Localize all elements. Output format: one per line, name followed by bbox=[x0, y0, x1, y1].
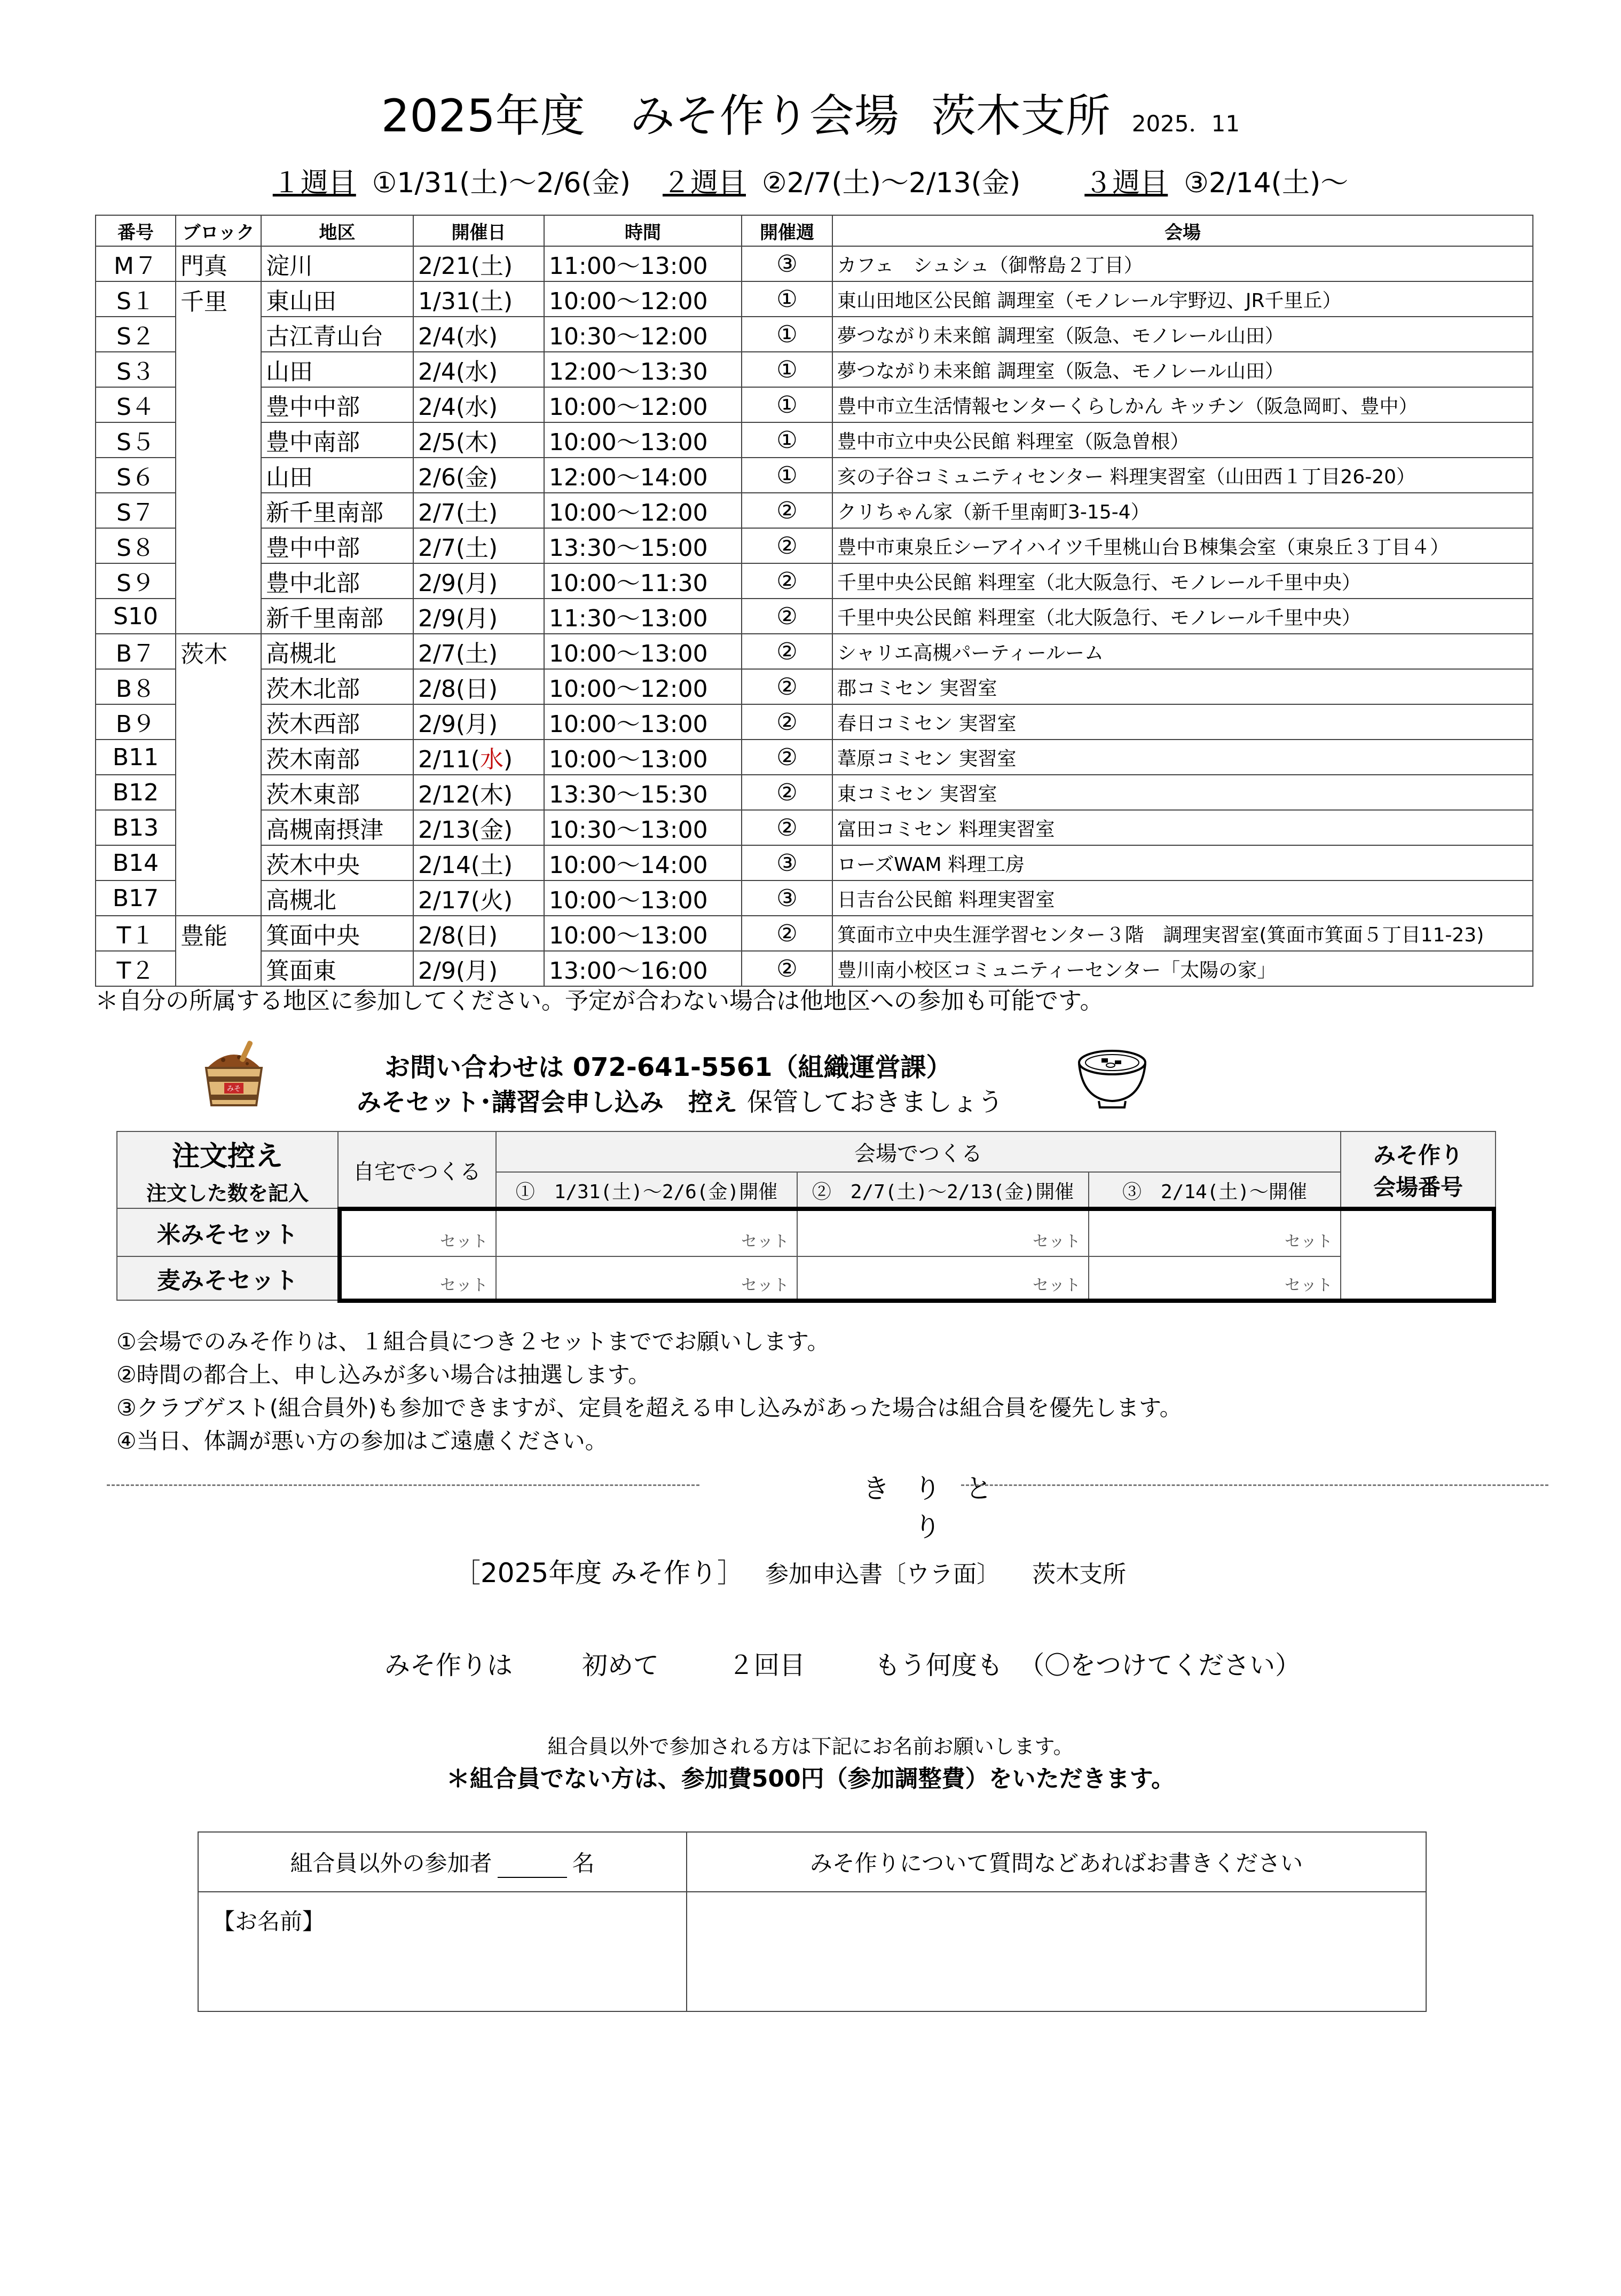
schedule-cell-venue: 日吉台公民館 料理実習室 bbox=[832, 880, 1533, 916]
schedule-cell-time: 10:30～12:00 bbox=[544, 317, 742, 352]
schedule-cell-no: S６ bbox=[96, 458, 176, 493]
order-rice-week2-input[interactable]: セット bbox=[797, 1208, 1089, 1256]
schedule-cell-date: 2/8(日) bbox=[413, 916, 544, 951]
rule-4: ④当日、体調が悪い方の参加はご遠慮ください。 bbox=[116, 1428, 608, 1454]
experience-line bbox=[384, 1645, 1301, 1681]
guest-count-header bbox=[198, 1832, 687, 1892]
schedule-cell-time: 10:00～13:00 bbox=[544, 704, 742, 740]
schedule-body bbox=[96, 246, 1533, 986]
week3-label: ３週目 bbox=[1084, 167, 1168, 199]
schedule-cell-venue: 豊中市立中央公民館 料理室（阪急曽根） bbox=[832, 422, 1533, 458]
cut-dash-left bbox=[107, 1484, 699, 1486]
experience-label: みそ作りは bbox=[384, 1650, 513, 1680]
schedule-cell-date: 1/31(土) bbox=[413, 281, 544, 317]
schedule-note: ＊自分の所属する地区に参加してください。予定が合わない場合は他地区への参加も可能です。 bbox=[95, 987, 1104, 1015]
schedule-row bbox=[96, 528, 1533, 563]
experience-second[interactable]: ２回目 bbox=[728, 1650, 806, 1680]
schedule-cell-district: 新千里南部 bbox=[261, 493, 413, 528]
schedule-cell-no: S１ bbox=[96, 281, 176, 317]
schedule-row bbox=[96, 845, 1533, 880]
schedule-cell-block bbox=[176, 458, 261, 493]
schedule-cell-no: B17 bbox=[96, 880, 176, 916]
header-time: 時間 bbox=[544, 215, 742, 246]
schedule-row bbox=[96, 458, 1533, 493]
schedule-cell-time: 13:30～15:30 bbox=[544, 775, 742, 810]
schedule-cell-venue: 千里中央公民館 料理室（北大阪急行、モノレール千里中央） bbox=[832, 563, 1533, 599]
schedule-cell-no: B13 bbox=[96, 810, 176, 845]
schedule-row bbox=[96, 317, 1533, 352]
schedule-cell-time: 10:00～12:00 bbox=[544, 387, 742, 422]
schedule-cell-week: ② bbox=[742, 634, 832, 669]
schedule-row bbox=[96, 916, 1533, 951]
schedule-cell-block bbox=[176, 317, 261, 352]
schedule-cell-time: 10:30～13:00 bbox=[544, 810, 742, 845]
schedule-cell-no: S２ bbox=[96, 317, 176, 352]
schedule-cell-block: 門真 bbox=[176, 246, 261, 281]
schedule-row bbox=[96, 704, 1533, 740]
miso-soup-bowl-icon bbox=[1072, 1041, 1152, 1111]
schedule-cell-week: ① bbox=[742, 352, 832, 387]
experience-many[interactable]: もう何度も bbox=[875, 1650, 1003, 1680]
order-rice-week3-input[interactable]: セット bbox=[1089, 1208, 1341, 1256]
guest-count-label: 組合員以外の参加者 bbox=[290, 1850, 492, 1876]
schedule-cell-district: 山田 bbox=[261, 352, 413, 387]
schedule-row bbox=[96, 599, 1533, 634]
order-barley-week2-input[interactable]: セット bbox=[797, 1256, 1089, 1300]
schedule-cell-venue: 豊中市東泉丘シーアイハイツ千里桃山台Ｂ棟集会室（東泉丘３丁目４） bbox=[832, 528, 1533, 563]
order-barley-week1-input[interactable]: セット bbox=[496, 1256, 797, 1300]
schedule-cell-date: 2/9(月) bbox=[413, 951, 544, 986]
order-title-cell bbox=[117, 1131, 338, 1208]
schedule-cell-district: 山田 bbox=[261, 458, 413, 493]
schedule-cell-time: 10:00～13:00 bbox=[544, 880, 742, 916]
schedule-row bbox=[96, 246, 1533, 281]
schedule-cell-time: 10:00～13:00 bbox=[544, 422, 742, 458]
header-week: 開催週 bbox=[742, 215, 832, 246]
schedule-cell-week: ① bbox=[742, 387, 832, 422]
schedule-cell-week: ① bbox=[742, 317, 832, 352]
schedule-cell-no: B14 bbox=[96, 845, 176, 880]
schedule-cell-time: 10:00～12:00 bbox=[544, 281, 742, 317]
schedule-cell-date: 2/7(土) bbox=[413, 493, 544, 528]
schedule-cell-district: 高槻南摂津 bbox=[261, 810, 413, 845]
schedule-cell-week: ① bbox=[742, 281, 832, 317]
schedule-cell-district: 箕面中央 bbox=[261, 916, 413, 951]
schedule-cell-block bbox=[176, 493, 261, 528]
schedule-row bbox=[96, 422, 1533, 458]
schedule-cell-district: 高槻北 bbox=[261, 880, 413, 916]
schedule-cell-date: 2/6(金) bbox=[413, 458, 544, 493]
schedule-cell-no: T１ bbox=[96, 916, 176, 951]
schedule-row bbox=[96, 563, 1533, 599]
schedule-cell-no: B11 bbox=[96, 740, 176, 775]
schedule-cell-time: 10:00～12:00 bbox=[544, 669, 742, 704]
experience-first[interactable]: 初めて bbox=[582, 1650, 659, 1680]
schedule-cell-week: ② bbox=[742, 669, 832, 704]
schedule-row bbox=[96, 669, 1533, 704]
schedule-cell-block bbox=[176, 775, 261, 810]
form-title-sub: 参加申込書〔ウラ面〕 bbox=[765, 1561, 1001, 1588]
order-rice-label: 米みそセット bbox=[117, 1208, 338, 1256]
schedule-cell-district: 茨木北部 bbox=[261, 669, 413, 704]
schedule-cell-week: ② bbox=[742, 916, 832, 951]
order-week3-header: ③ 2/14(土)～開催 bbox=[1089, 1172, 1341, 1208]
schedule-row bbox=[96, 352, 1533, 387]
schedule-cell-week: ② bbox=[742, 775, 832, 810]
schedule-cell-week: ② bbox=[742, 810, 832, 845]
schedule-row bbox=[96, 281, 1533, 317]
form-title-main: ［2025年度 みそ作り］ bbox=[454, 1558, 744, 1589]
schedule-cell-venue: 東山田地区公民館 調理室（モノレール宇野辺、JR千里丘） bbox=[832, 281, 1533, 317]
schedule-cell-time: 12:00～13:30 bbox=[544, 352, 742, 387]
schedule-cell-no: S10 bbox=[96, 599, 176, 634]
header-date: 開催日 bbox=[413, 215, 544, 246]
guest-name-field[interactable] bbox=[198, 1892, 687, 2011]
order-venue-no-line2: 会場番号 bbox=[1373, 1174, 1463, 1200]
schedule-cell-time: 10:00～12:00 bbox=[544, 493, 742, 528]
schedule-cell-date: 2/9(月) bbox=[413, 599, 544, 634]
schedule-row bbox=[96, 740, 1533, 775]
guest-count-blank[interactable] bbox=[498, 1855, 567, 1878]
schedule-cell-time: 10:00～14:00 bbox=[544, 845, 742, 880]
schedule-cell-venue: 東コミセン 実習室 bbox=[832, 775, 1533, 810]
order-row-rice bbox=[117, 1208, 1496, 1256]
order-home-header: 自宅でつくる bbox=[338, 1131, 496, 1208]
guest-header-row bbox=[198, 1832, 1426, 1892]
schedule-cell-no: T２ bbox=[96, 951, 176, 986]
header-district: 地区 bbox=[261, 215, 413, 246]
schedule-cell-venue: 豊川南小校区コミュニティーセンター「太陽の家」 bbox=[832, 951, 1533, 986]
schedule-cell-date: 2/9(月) bbox=[413, 563, 544, 599]
schedule-table bbox=[95, 215, 1533, 987]
experience-instruction: （〇をつけてください） bbox=[1019, 1650, 1301, 1680]
schedule-cell-block bbox=[176, 740, 261, 775]
schedule-cell-district: 東山田 bbox=[261, 281, 413, 317]
rule-3: ③クラブゲスト(組合員外)も参加できますが、定員を超える申し込みがあった場合は組合員を優先します。 bbox=[116, 1395, 1182, 1421]
schedule-cell-district: 豊中中部 bbox=[261, 528, 413, 563]
order-venue-no-line1: みそ作り bbox=[1373, 1142, 1463, 1168]
order-subtitle: 注文した数を記入 bbox=[146, 1182, 309, 1205]
schedule-row bbox=[96, 880, 1533, 916]
question-field[interactable] bbox=[687, 1892, 1426, 2011]
schedule-cell-venue: シャリエ高槻パーティールーム bbox=[832, 634, 1533, 669]
guest-count-unit: 名 bbox=[572, 1850, 595, 1876]
form-title bbox=[454, 1552, 1126, 1590]
schedule-cell-week: ② bbox=[742, 563, 832, 599]
guest-table bbox=[198, 1831, 1427, 2012]
rule-1: ①会場でのみそ作りは、１組合員につき２セットまででお願いします。 bbox=[116, 1328, 830, 1355]
schedule-cell-district: 茨木東部 bbox=[261, 775, 413, 810]
schedule-cell-block bbox=[176, 810, 261, 845]
schedule-cell-date: 2/4(水) bbox=[413, 387, 544, 422]
schedule-cell-time: 10:00～13:00 bbox=[544, 634, 742, 669]
order-barley-week3-input[interactable]: セット bbox=[1089, 1256, 1341, 1300]
schedule-cell-venue: 夢つながり未来館 調理室（阪急、モノレール山田） bbox=[832, 317, 1533, 352]
schedule-cell-date: 2/7(土) bbox=[413, 634, 544, 669]
order-copy-keep: 保管しておきましょう bbox=[747, 1087, 1004, 1117]
schedule-cell-block bbox=[176, 352, 261, 387]
schedule-cell-venue: 夢つながり未来館 調理室（阪急、モノレール山田） bbox=[832, 352, 1533, 387]
order-rice-week1-input[interactable]: セット bbox=[496, 1208, 797, 1256]
schedule-cell-no: S３ bbox=[96, 352, 176, 387]
schedule-cell-week: ③ bbox=[742, 845, 832, 880]
schedule-cell-week: ② bbox=[742, 493, 832, 528]
schedule-cell-district: 箕面東 bbox=[261, 951, 413, 986]
schedule-cell-block bbox=[176, 563, 261, 599]
schedule-cell-block bbox=[176, 704, 261, 740]
schedule-cell-block: 豊能 bbox=[176, 916, 261, 951]
schedule-cell-no: S４ bbox=[96, 387, 176, 422]
schedule-cell-date: 2/7(土) bbox=[413, 528, 544, 563]
title-text: 2025年度 みそ作り会場 bbox=[381, 90, 899, 142]
schedule-cell-district: 古江青山台 bbox=[261, 317, 413, 352]
schedule-cell-date: 2/11(水) bbox=[413, 740, 544, 775]
schedule-cell-no: B12 bbox=[96, 775, 176, 810]
schedule-cell-block bbox=[176, 387, 261, 422]
order-table bbox=[116, 1131, 1496, 1301]
branch-name: 茨木支所 bbox=[931, 90, 1111, 142]
schedule-cell-no: M７ bbox=[96, 246, 176, 281]
schedule-cell-week: ③ bbox=[742, 246, 832, 281]
order-row-barley bbox=[117, 1256, 1496, 1300]
schedule-row bbox=[96, 775, 1533, 810]
schedule-cell-venue: ローズWAM 料理工房 bbox=[832, 845, 1533, 880]
schedule-cell-date: 2/21(土) bbox=[413, 246, 544, 281]
schedule-cell-week: ② bbox=[742, 740, 832, 775]
schedule-cell-no: B７ bbox=[96, 634, 176, 669]
schedule-cell-venue: 葦原コミセン 実習室 bbox=[832, 740, 1533, 775]
schedule-cell-venue: 春日コミセン 実習室 bbox=[832, 704, 1533, 740]
schedule-cell-venue: 箕面市立中央生涯学習センター３階 調理実習室(箕面市箕面５丁目11-23) bbox=[832, 916, 1533, 951]
schedule-cell-no: B８ bbox=[96, 669, 176, 704]
week2-range: ②2/7(土)～2/13(金) bbox=[762, 167, 1021, 199]
schedule-cell-no: S５ bbox=[96, 422, 176, 458]
schedule-cell-venue: 亥の子谷コミュニティセンター 料理実習室（山田西１丁目26-20） bbox=[832, 458, 1533, 493]
schedule-header-row bbox=[96, 215, 1533, 246]
schedule-cell-no: S７ bbox=[96, 493, 176, 528]
schedule-cell-block bbox=[176, 845, 261, 880]
schedule-cell-time: 13:30～15:00 bbox=[544, 528, 742, 563]
guest-name-label: 【お名前】 bbox=[213, 1908, 325, 1935]
miso-barrel-icon bbox=[196, 1036, 271, 1111]
contact-line: お問い合わせは 072-641-5561（組織運営課） bbox=[384, 1052, 952, 1082]
holiday-weekday: 水 bbox=[479, 746, 503, 773]
schedule-cell-district: 淀川 bbox=[261, 246, 413, 281]
guest-body-row bbox=[198, 1892, 1426, 2011]
schedule-cell-week: ① bbox=[742, 458, 832, 493]
schedule-cell-date: 2/8(日) bbox=[413, 669, 544, 704]
schedule-cell-week: ② bbox=[742, 951, 832, 986]
schedule-cell-block bbox=[176, 528, 261, 563]
schedule-cell-district: 茨木西部 bbox=[261, 704, 413, 740]
order-venue-no-input[interactable] bbox=[1341, 1208, 1496, 1300]
page-title bbox=[0, 80, 1621, 145]
schedule-cell-venue: 千里中央公民館 料理室（北大阪急行、モノレール千里中央） bbox=[832, 599, 1533, 634]
schedule-cell-date: 2/5(木) bbox=[413, 422, 544, 458]
schedule-cell-block: 千里 bbox=[176, 281, 261, 317]
order-copy-title: みそセット･講習会申し込み 控え bbox=[357, 1088, 737, 1116]
order-barley-home-input[interactable]: セット bbox=[338, 1256, 496, 1300]
schedule-cell-date: 2/9(月) bbox=[413, 704, 544, 740]
schedule-cell-venue: 富田コミセン 料理実習室 bbox=[832, 810, 1533, 845]
schedule-cell-block: 茨木 bbox=[176, 634, 261, 669]
header-block: ブロック bbox=[176, 215, 261, 246]
schedule-cell-district: 新千里南部 bbox=[261, 599, 413, 634]
schedule-cell-venue: カフェ シュシュ（御幣島２丁目） bbox=[832, 246, 1533, 281]
schedule-cell-block bbox=[176, 599, 261, 634]
order-copy-line bbox=[357, 1081, 1003, 1118]
cut-line bbox=[107, 1467, 1548, 1543]
cut-label: きりとり bbox=[863, 1473, 1017, 1543]
guest-note-1: 組合員以外で参加される方は下記にお名前お願いします。 bbox=[547, 1735, 1074, 1758]
order-barley-label: 麦みそセット bbox=[117, 1256, 338, 1300]
order-venue-group-header: 会場でつくる bbox=[496, 1131, 1341, 1172]
schedule-cell-no: S８ bbox=[96, 528, 176, 563]
schedule-cell-venue: 豊中市立生活情報センターくらしかん キッチン（阪急岡町、豊中） bbox=[832, 387, 1533, 422]
schedule-cell-district: 豊中北部 bbox=[261, 563, 413, 599]
schedule-row bbox=[96, 387, 1533, 422]
order-week2-header: ② 2/7(土)～2/13(金)開催 bbox=[797, 1172, 1089, 1208]
week-ranges bbox=[0, 160, 1621, 200]
schedule-cell-time: 10:00～13:00 bbox=[544, 916, 742, 951]
schedule-cell-venue: クリちゃん家（新千里南町3-15-4） bbox=[832, 493, 1533, 528]
schedule-row bbox=[96, 810, 1533, 845]
schedule-cell-district: 豊中中部 bbox=[261, 387, 413, 422]
schedule-cell-district: 豊中南部 bbox=[261, 422, 413, 458]
header-no: 番号 bbox=[96, 215, 176, 246]
week1-label: １週目 bbox=[272, 167, 356, 199]
rule-2: ②時間の都合上、申し込みが多い場合は抽選します。 bbox=[116, 1362, 651, 1388]
schedule-cell-week: ③ bbox=[742, 880, 832, 916]
schedule-cell-time: 10:00～11:30 bbox=[544, 563, 742, 599]
issue-date: 2025．11 bbox=[1131, 111, 1240, 137]
schedule-row bbox=[96, 493, 1533, 528]
schedule-cell-district: 茨木中央 bbox=[261, 845, 413, 880]
schedule-cell-time: 12:00～14:00 bbox=[544, 458, 742, 493]
order-venue-no-header bbox=[1341, 1131, 1496, 1208]
schedule-cell-time: 10:00～13:00 bbox=[544, 740, 742, 775]
question-header: みそ作りについて質問などあればお書きください bbox=[687, 1832, 1426, 1892]
schedule-cell-date: 2/4(水) bbox=[413, 352, 544, 387]
order-header-row-1 bbox=[117, 1131, 1496, 1172]
header-venue: 会場 bbox=[832, 215, 1533, 246]
week2-label: ２週目 bbox=[663, 167, 746, 199]
svg-text:みそ: みそ bbox=[226, 1085, 241, 1093]
schedule-cell-week: ① bbox=[742, 422, 832, 458]
week1-range: ①1/31(土)～2/6(金) bbox=[372, 167, 631, 199]
schedule-cell-week: ② bbox=[742, 599, 832, 634]
schedule-cell-date: 2/4(水) bbox=[413, 317, 544, 352]
schedule-cell-block bbox=[176, 880, 261, 916]
guest-note-2: ＊組合員でない方は、参加費500円（参加調整費）をいただきます。 bbox=[446, 1765, 1175, 1792]
schedule-cell-district: 茨木南部 bbox=[261, 740, 413, 775]
schedule-cell-block bbox=[176, 669, 261, 704]
schedule-cell-time: 11:00～13:00 bbox=[544, 246, 742, 281]
order-week1-header: ① 1/31(土)～2/6(金)開催 bbox=[496, 1172, 797, 1208]
schedule-cell-time: 13:00～16:00 bbox=[544, 951, 742, 986]
schedule-cell-district: 高槻北 bbox=[261, 634, 413, 669]
week3-range: ③2/14(土)～ bbox=[1184, 167, 1349, 199]
schedule-cell-venue: 郡コミセン 実習室 bbox=[832, 669, 1533, 704]
schedule-row bbox=[96, 634, 1533, 669]
schedule-cell-date: 2/12(木) bbox=[413, 775, 544, 810]
schedule-cell-time: 11:30～13:00 bbox=[544, 599, 742, 634]
cut-dash-right bbox=[961, 1484, 1548, 1486]
schedule-cell-date: 2/13(金) bbox=[413, 810, 544, 845]
schedule-cell-block bbox=[176, 422, 261, 458]
schedule-cell-no: B９ bbox=[96, 704, 176, 740]
order-title: 注文控え bbox=[171, 1141, 283, 1173]
schedule-cell-date: 2/17(火) bbox=[413, 880, 544, 916]
schedule-cell-week: ② bbox=[742, 528, 832, 563]
schedule-cell-date: 2/14(土) bbox=[413, 845, 544, 880]
schedule-cell-no: S９ bbox=[96, 563, 176, 599]
form-branch: 茨木支所 bbox=[1032, 1561, 1127, 1588]
schedule-cell-week: ② bbox=[742, 704, 832, 740]
order-rice-home-input[interactable]: セット bbox=[338, 1208, 496, 1256]
